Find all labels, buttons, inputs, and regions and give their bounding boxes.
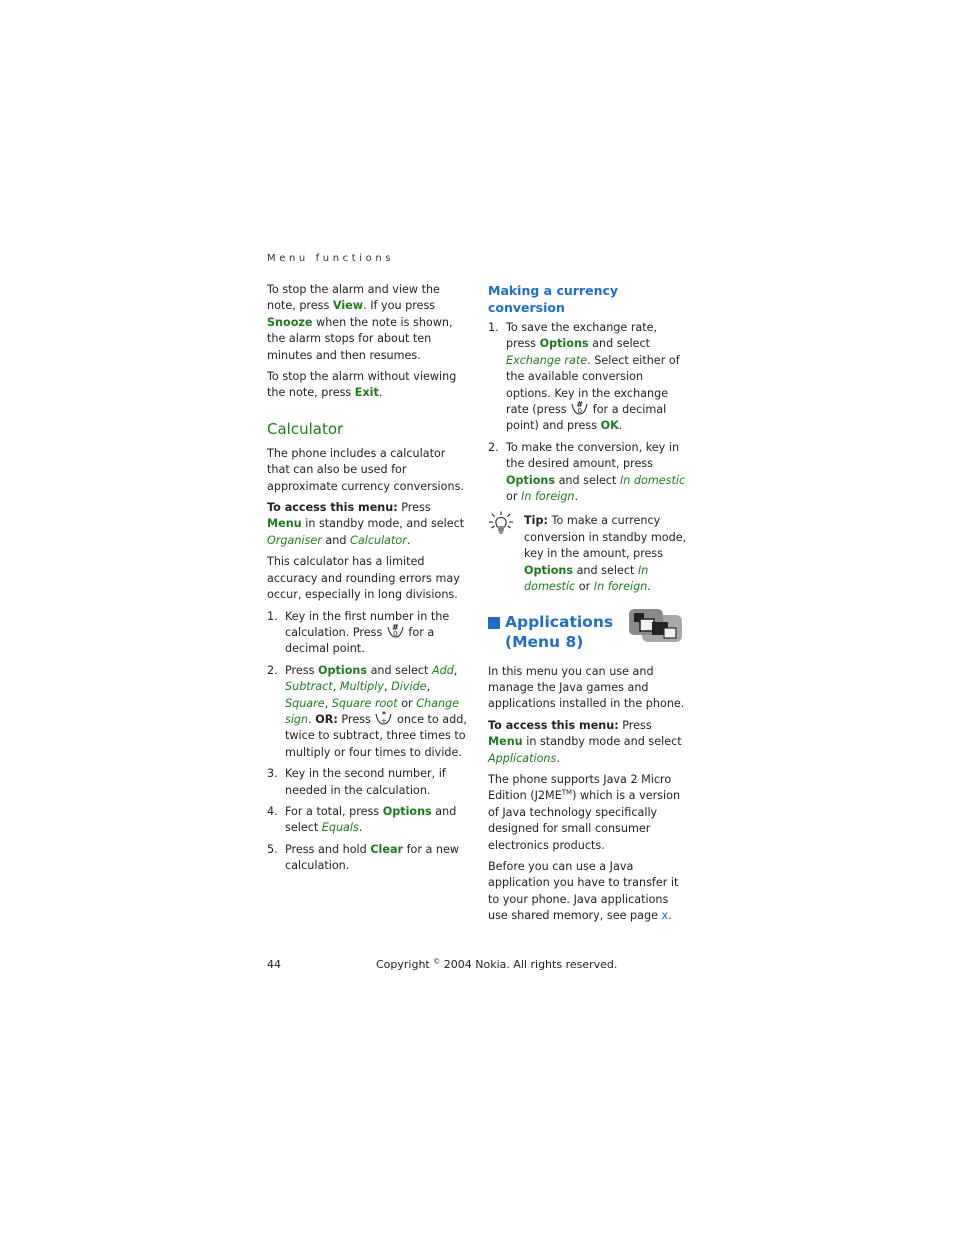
key-star-icon: * + [375,713,392,726]
conversion-steps [488,320,688,505]
list-item: 4. For a total, press Options and select Equals. [267,804,457,835]
section-marker [488,617,500,629]
calculator-accuracy-note: This calculator has a limited accuracy and rounding errors may occur, especially in long divisions. [267,555,460,602]
tip-bulb-icon [488,511,514,540]
calculator-heading: Calculator [267,419,344,438]
applications-heading: Applications (Menu 8) [488,612,688,652]
page-reference-link[interactable]: x [661,909,669,923]
applications-intro: In this menu you can use and manage the Java games and applications installed in the phone. [488,664,685,711]
alarm-stop-paragraph: To stop the alarm and view the note, press View. If you press Snooze when the note is shown, the alarm stops for about ten minutes and then resumes. [267,283,453,362]
view-keyword: View [332,299,364,313]
snooze-keyword: Snooze [267,315,313,329]
tip-box: Tip: To make a currency conversion in standby mode, key in the amount, press Options and select In domestic or In foreign. [488,513,688,595]
list-item: 5. Press and hold Clear for a new calculation. [267,842,460,873]
currency-conversion-heading: Making a currency conversion [488,283,619,315]
list-item: 1. Key in the first number in the calculation. Press # 0 for a decimal point. [267,609,450,656]
exit-keyword: Exit [354,386,379,400]
calculator-intro: The phone includes a calculator that can also be used for approximate currency conversions. [267,446,464,493]
page-header: Menu functions [267,253,395,264]
right-column [488,282,688,930]
list-item: 2. To make the conversion, key in the desired amount, press Options and select In domestic or In foreign. [488,440,686,504]
key-hash-icon: # 0 [571,403,588,416]
copyright-notice: Copyright © 2004 Nokia. All rights reserved. [376,957,618,971]
list-item: 3. Key in the second number, if needed in the calculation. [267,767,446,797]
java-support-paragraph: The phone supports Java 2 Micro Edition (J2ME™) which is a version of Java technology specifically designed for small consumer electronics products. [488,772,681,852]
applications-access-paragraph: To access this menu: Press Menu in standby mode and select Applications. [488,718,682,765]
list-item: 1. To save the exchange rate, press Options and select Exchange rate. Select either of the available conversion options. Key in the exchange rate (press # 0 for a decimal point) and press OK. [488,321,680,433]
page-number: 44 [267,958,281,971]
calculator-steps [267,609,467,875]
alarm-exit-paragraph: To stop the alarm without viewing the note, press Exit. [267,370,457,400]
applications-menu-icon [628,608,684,649]
list-item: 2. Press Options and select Add, Subtract, Multiply, Divide, Square, Square root or Change sign. OR: Press * + once to add, twice to subtract, three times to multiply or four times to divide. [267,663,467,759]
java-transfer-paragraph: Before you can use a Java application you have to transfer it to your phone. Java applications use shared memory, see page x. [488,859,679,923]
left-column [267,282,467,880]
calculator-access-paragraph: To access this menu: Press Menu in standby mode, and select Organiser and Calculator. [267,501,465,547]
key-hash-icon: # 0 [387,626,404,639]
